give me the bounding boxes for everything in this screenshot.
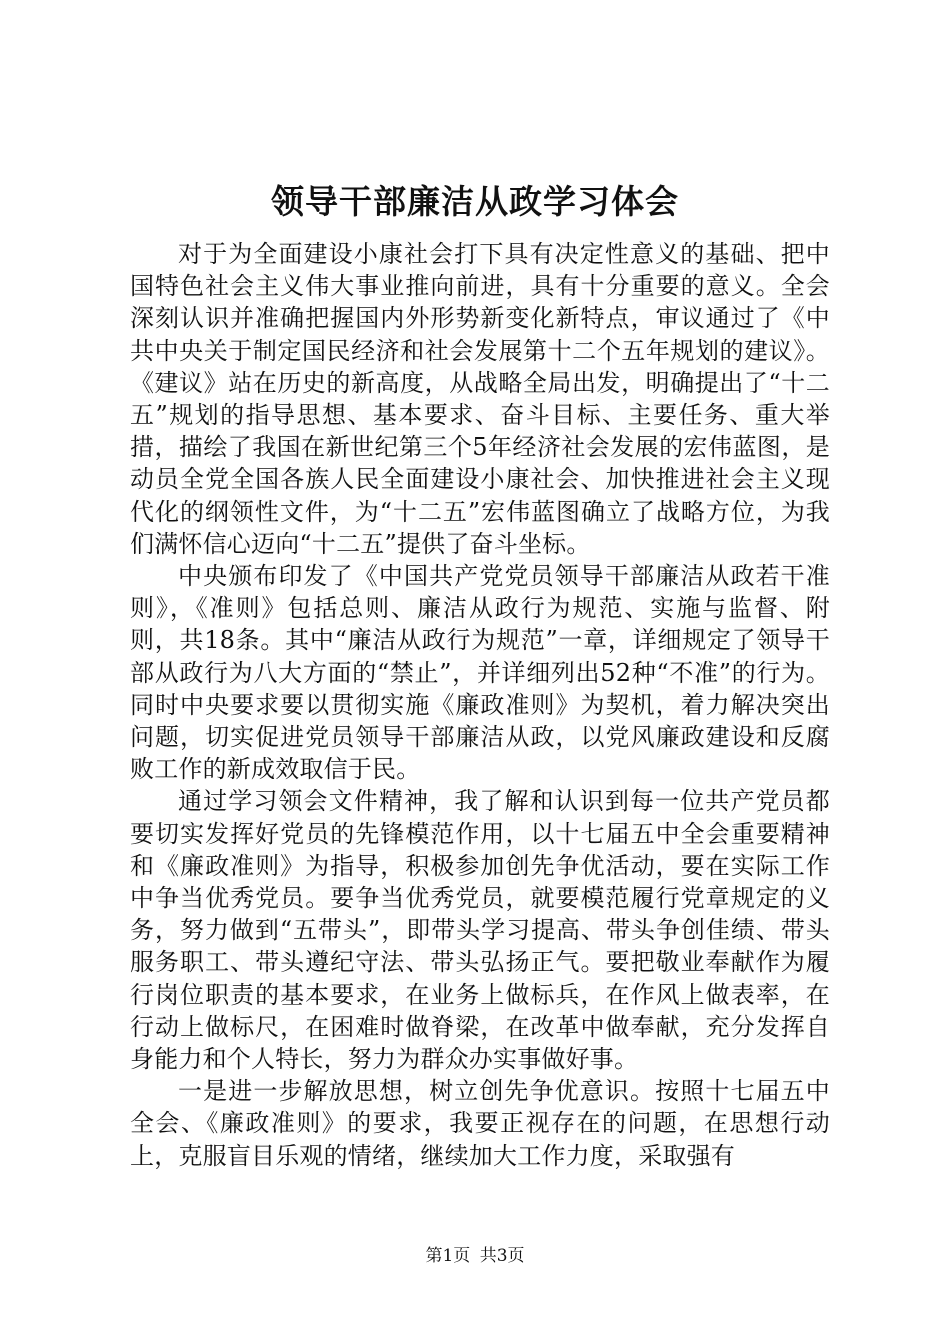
page-footer [0,1244,950,1268]
document-body [130,238,830,1172]
paragraph-1: 对于为全面建设小康社会打下具有决定性意义的基础、把中国特色社会主义伟大事业推向前进，具有十分重要的意义。全会深刻认识并准确把握国内外形势新变化新特点，审议通过了《中共中央关于制定国民经济和社会发展第十二个五年规划的建议》。《建议》站在历史的新高度，从战略全局出发，明确提出了“十二五”规划的指导思想、基本要求、奋斗目标、主要任务、重大举措，描绘了我国在新世纪第三个5年经济社会发展的宏伟蓝图，是动员全党全国各族人民全面建设小康社会、加快推进社会主义现代化的纲领性文件，为“十二五”宏伟蓝图确立了战略方位，为我们满怀信心迈向“十二五”提供了奋斗坐标。 [130,240,830,558]
page-number: 第1页 [425,1246,471,1266]
paragraph-2: 中央颁布印发了《中国共产党党员领导干部廉洁从政若干准则》，《准则》包括总则、廉洁从政行为规范、实施与监督、附则，共18条。其中“廉洁从政行为规范”一章，详细规定了领导干部从政行为八大方面的“禁止”，并详细列出52种“不准”的行为。同时中央要求要以贯彻实施《廉政准则》为契机，着力解决突出问题，切实促进党员领导干部廉洁从政，以党风廉政建设和反腐败工作的新成效取信于民。 [130,562,830,784]
paragraph-3: 通过学习领会文件精神，我了解和认识到每一位共产党员都要切实发挥好党员的先锋模范作用，以十七届五中全会重要精神和《廉政准则》为指导，积极参加创先争优活动，要在实际工作中争当优秀党员。要争当优秀党员，就要模范履行党章规定的义务，努力做到“五带头”，即带头学习提高、带头争创佳绩、带头服务职工、带头遵纪守法、带头弘扬正气。要把敬业奉献作为履行岗位职责的基本要求，在业务上做标兵，在作风上做表率，在行动上做标尺，在困难时做脊梁，在改革中做奉献，充分发挥自身能力和个人特长，努力为群众办实事做好事。 [130,787,830,1074]
document-title: 领导干部廉洁从政学习体会 [271,182,679,221]
paragraph-4: 一是进一步解放思想，树立创先争优意识。按照十七届五中全会、《廉政准则》的要求，我要正视存在的问题，在思想行动上，克服盲目乐观的情绪，继续加大工作力度，采取强有 [130,1077,830,1170]
page-total: 共3页 [479,1246,525,1266]
